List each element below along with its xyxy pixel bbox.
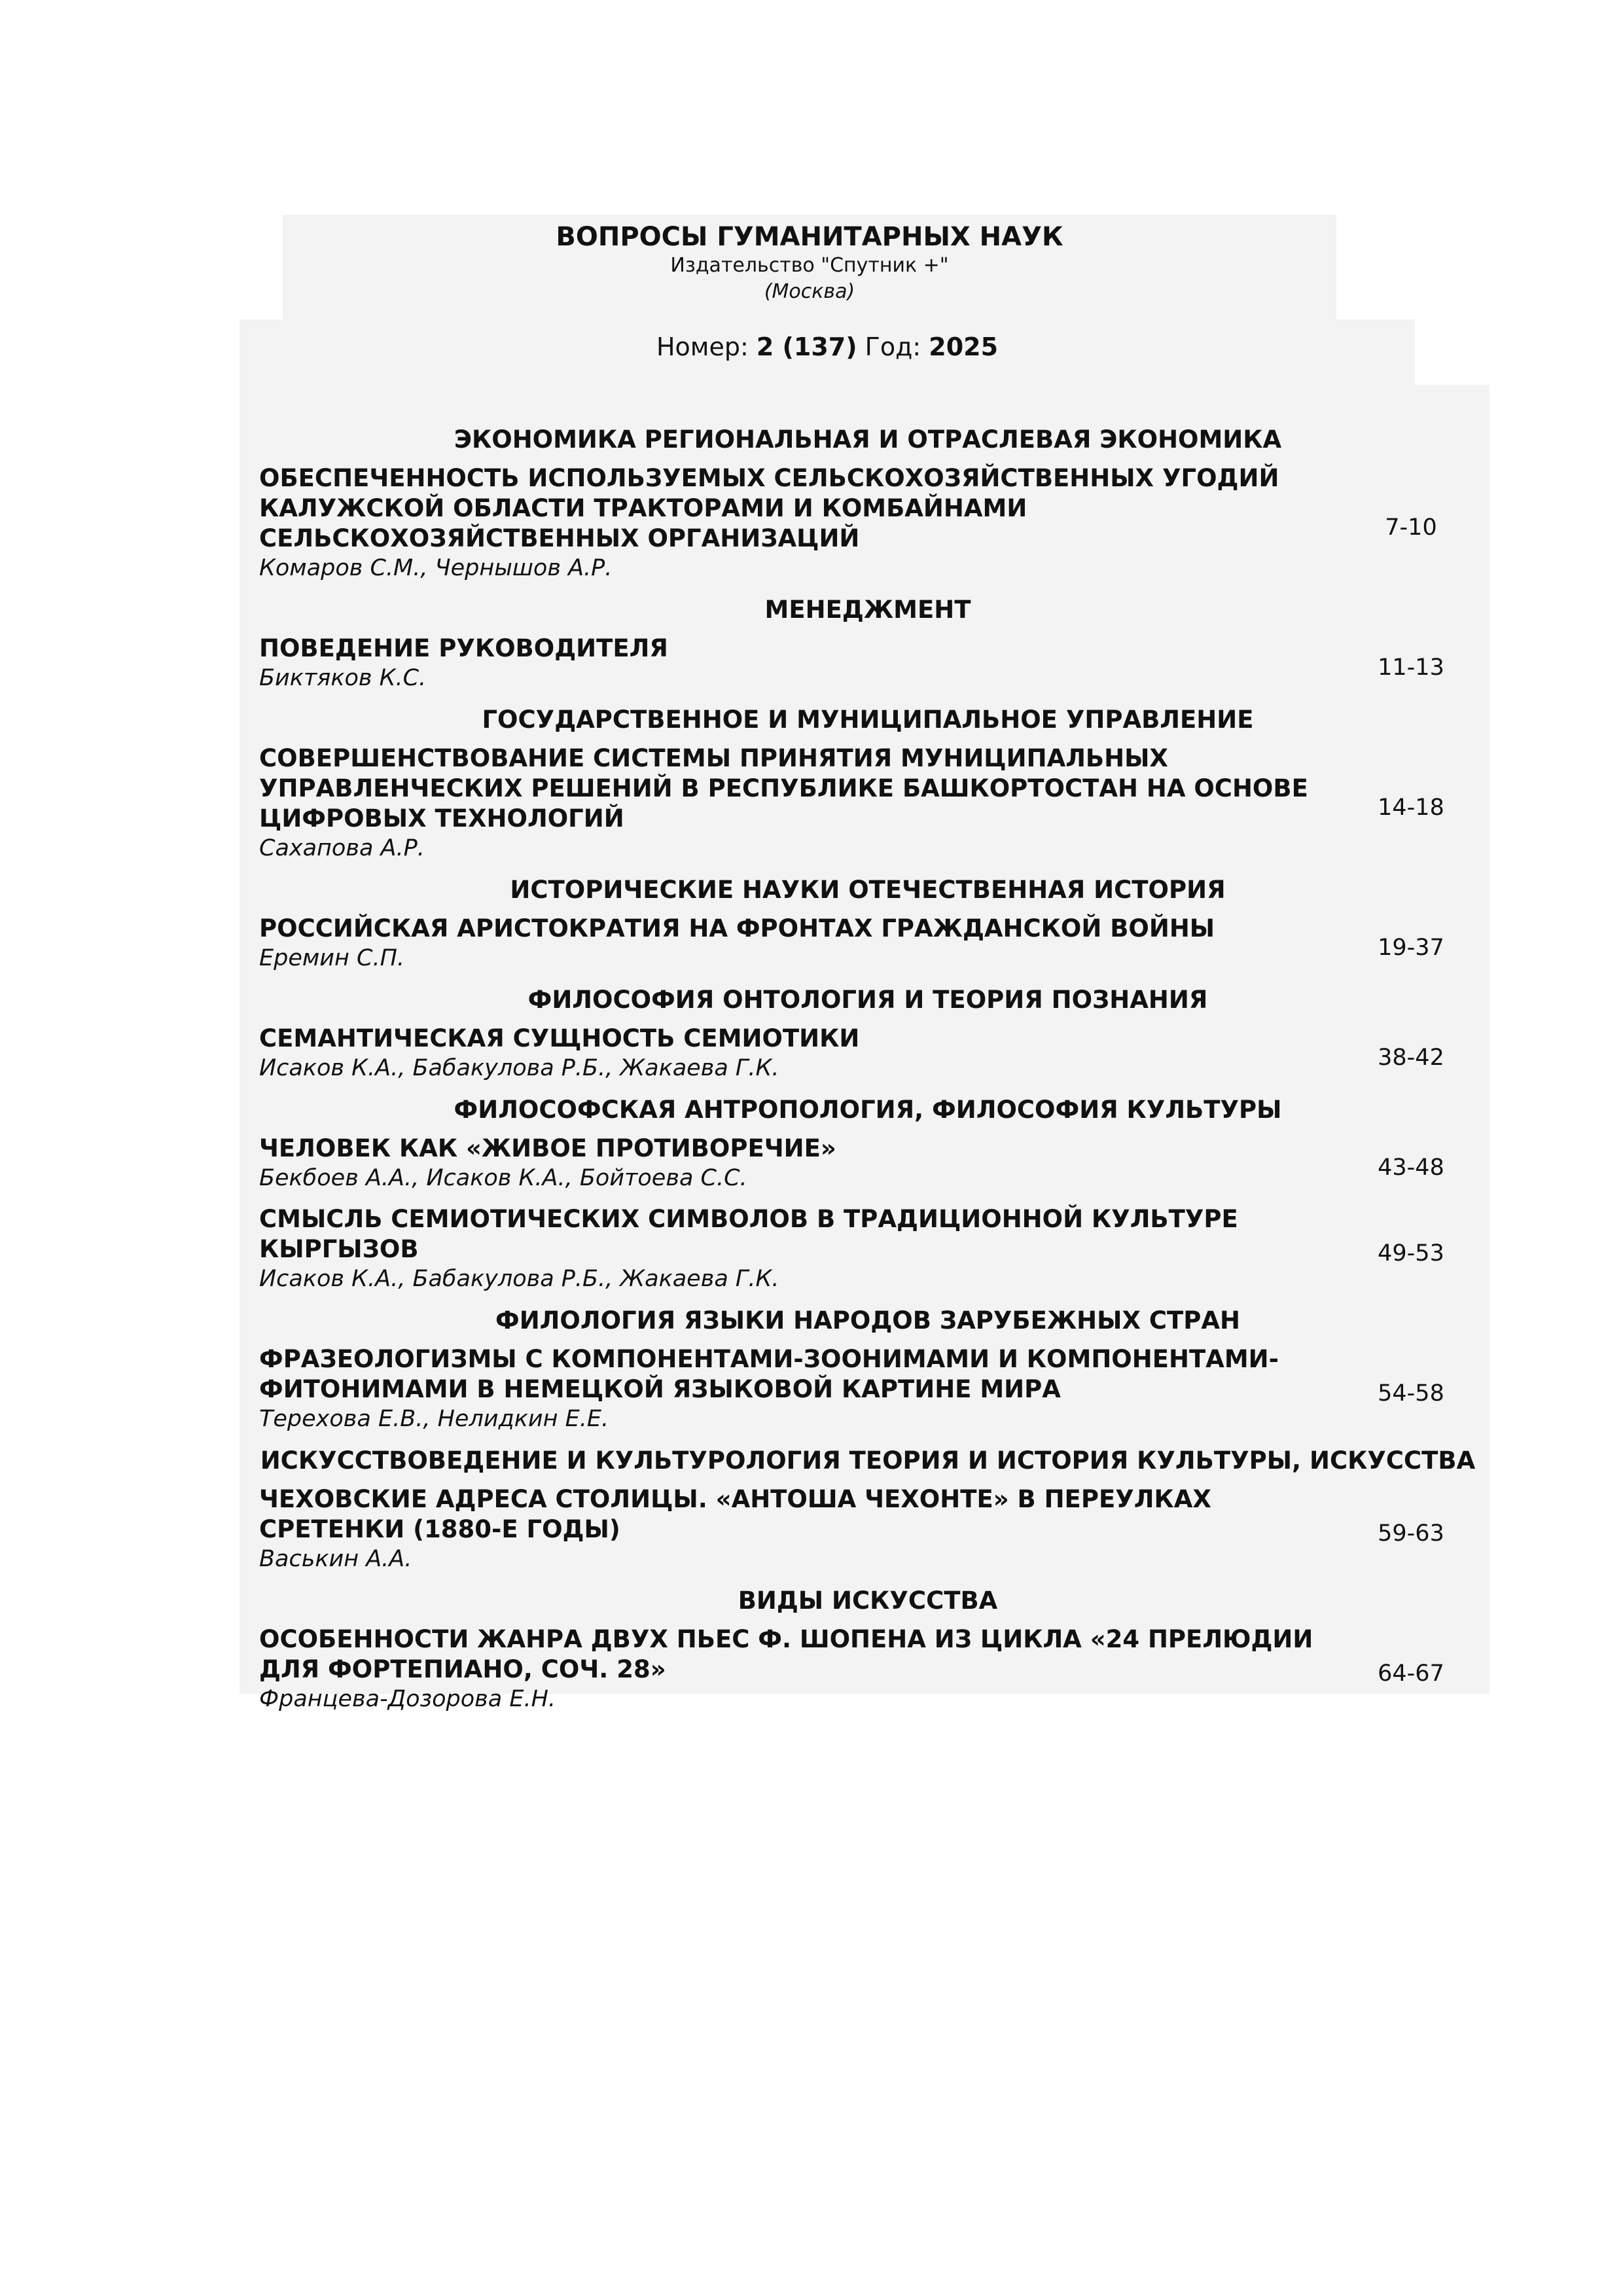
article-pages: 49-53: [1378, 1240, 1444, 1266]
section-heading: ФИЛОЛОГИЯ ЯЗЫКИ НАРОДОВ ЗАРУБЕЖНЫХ СТРАН: [495, 1306, 1240, 1335]
article-title: ОСОБЕННОСТИ ЖАНРА ДВУХ ПЬЕС Ф. ШОПЕНА ИЗ ЦИКЛА «24 ПРЕЛЮДИИ ДЛЯ ФОРТЕПИАНО, СОЧ. 28»: [259, 1625, 1313, 1683]
article-authors: Еремин С.П.: [259, 945, 405, 971]
article-title: РОССИЙСКАЯ АРИСТОКРАТИЯ НА ФРОНТАХ ГРАЖДАНСКОЙ ВОЙНЫ: [259, 914, 1215, 942]
article-pages: 64-67: [1378, 1660, 1444, 1687]
toc-entry: [259, 1344, 1489, 1445]
issue-number: 2 (137): [756, 332, 857, 361]
journal-header: [283, 215, 1336, 319]
article-pages: 14-18: [1378, 794, 1444, 821]
issue-info: [240, 319, 1415, 385]
publisher-city: (Москва): [764, 280, 855, 303]
article-title: ЧЕХОВСКИЕ АДРЕСА СТОЛИЦЫ. «АНТОША ЧЕХОНТЕ» В ПЕРЕУЛКАХ СРЕТЕНКИ (1880-Е ГОДЫ): [259, 1485, 1211, 1543]
article-pages: 11-13: [1378, 654, 1444, 681]
article-authors: Бекбоев А.А., Исаков К.А., Бойтоева С.С.: [259, 1165, 747, 1191]
publisher-name: Издательство "Спутник +": [670, 254, 949, 277]
toc-entry: [259, 1204, 1489, 1305]
article-title: СЕМАНТИЧЕСКАЯ СУЩНОСТЬ СЕМИОТИКИ: [259, 1024, 860, 1052]
article-pages: 19-37: [1378, 934, 1444, 961]
article-title: ПОВЕДЕНИЕ РУКОВОДИТЕЛЯ: [259, 634, 668, 662]
toc-entry: [259, 463, 1489, 594]
article-title: ФРАЗЕОЛОГИЗМЫ С КОМПОНЕНТАМИ-ЗООНИМАМИ И КОМПОНЕНТАМИ-ФИТОНИМАМИ В НЕМЕЦКОЙ ЯЗЫКОВОЙ КАРТИНЕ МИРА: [259, 1345, 1279, 1403]
article-authors: Сахапова А.Р.: [259, 835, 425, 861]
article-pages: 7-10: [1385, 514, 1437, 541]
article-pages: 59-63: [1378, 1520, 1444, 1547]
article-pages: 43-48: [1378, 1154, 1444, 1181]
section-heading: МЕНЕДЖМЕНТ: [764, 596, 971, 624]
article-pages: 54-58: [1378, 1380, 1444, 1407]
article-authors: Терехова Е.В., Нелидкин Е.Е.: [259, 1406, 609, 1432]
toc-entry: [259, 1024, 1489, 1094]
toc-entry: [259, 744, 1489, 874]
issue-label: Номер:: [656, 332, 749, 361]
toc-entry: [259, 914, 1489, 984]
article-title: ЧЕЛОВЕК КАК «ЖИВОЕ ПРОТИВОРЕЧИЕ»: [259, 1134, 836, 1162]
section-heading: ФИЛОСОФИЯ ОНТОЛОГИЯ И ТЕОРИЯ ПОЗНАНИЯ: [527, 986, 1208, 1014]
issue-line: [240, 319, 1415, 363]
article-authors: Францева-Дозорова Е.Н.: [259, 1686, 556, 1712]
article-authors: Комаров С.М., Чернышов А.Р.: [259, 555, 613, 581]
section-heading: ВИДЫ ИСКУССТВА: [738, 1587, 998, 1615]
article-title: ОБЕСПЕЧЕННОСТЬ ИСПОЛЬЗУЕМЫХ СЕЛЬСКОХОЗЯЙСТВЕННЫХ УГОДИЙ КАЛУЖСКОЙ ОБЛАСТИ ТРАКТОРАМИ И КОМБАЙНАМИ СЕЛЬСКОХОЗЯЙСТВЕННЫХ ОРГАНИЗАЦИЙ: [259, 464, 1279, 552]
article-authors: Васькин А.А.: [259, 1546, 412, 1572]
section-heading: ГОСУДАРСТВЕННОЕ И МУНИЦИПАЛЬНОЕ УПРАВЛЕНИЕ: [482, 706, 1254, 734]
toc-entry: [259, 1134, 1489, 1204]
article-authors: Исаков К.А., Бабакулова Р.Б., Жакаева Г.К.: [259, 1055, 779, 1081]
table-of-contents: [240, 385, 1489, 1712]
section-heading: ЭКОНОМИКА РЕГИОНАЛЬНАЯ И ОТРАСЛЕВАЯ ЭКОНОМИКА: [454, 425, 1282, 454]
article-authors: Биктяков К.С.: [259, 665, 427, 691]
toc-list: [240, 385, 1489, 1725]
year-label: Год:: [865, 332, 921, 361]
article-pages: 38-42: [1378, 1044, 1444, 1071]
article-title: СОВЕРШЕНСТВОВАНИЕ СИСТЕМЫ ПРИНЯТИЯ МУНИЦИПАЛЬНЫХ УПРАВЛЕНЧЕСКИХ РЕШЕНИЙ В РЕСПУБЛИКЕ БАШКОРТОСТАН НА ОСНОВЕ ЦИФРОВЫХ ТЕХНОЛОГИЙ: [259, 744, 1308, 833]
article-title: СМЫСЛЬ СЕМИОТИЧЕСКИХ СИМВОЛОВ В ТРАДИЦИОННОЙ КУЛЬТУРЕ КЫРГЫЗОВ: [259, 1205, 1238, 1263]
toc-entry: [259, 634, 1489, 704]
section-heading: ФИЛОСОФСКАЯ АНТРОПОЛОГИЯ, ФИЛОСОФИЯ КУЛЬТУРЫ: [454, 1096, 1282, 1124]
article-authors: Исаков К.А., Бабакулова Р.Б., Жакаева Г.К.: [259, 1266, 779, 1292]
toc-entry: [259, 1484, 1489, 1585]
section-heading: ИСКУССТВОВЕДЕНИЕ И КУЛЬТУРОЛОГИЯ ТЕОРИЯ И ИСТОРИЯ КУЛЬТУРЫ, ИСКУССТВА: [260, 1446, 1476, 1475]
toc-entry: [259, 1624, 1489, 1725]
journal-title: ВОПРОСЫ ГУМАНИТАРНЫХ НАУК: [556, 222, 1063, 252]
section-heading: ИСТОРИЧЕСКИЕ НАУКИ ОТЕЧЕСТВЕННАЯ ИСТОРИЯ: [510, 876, 1226, 904]
issue-year: 2025: [929, 332, 999, 361]
